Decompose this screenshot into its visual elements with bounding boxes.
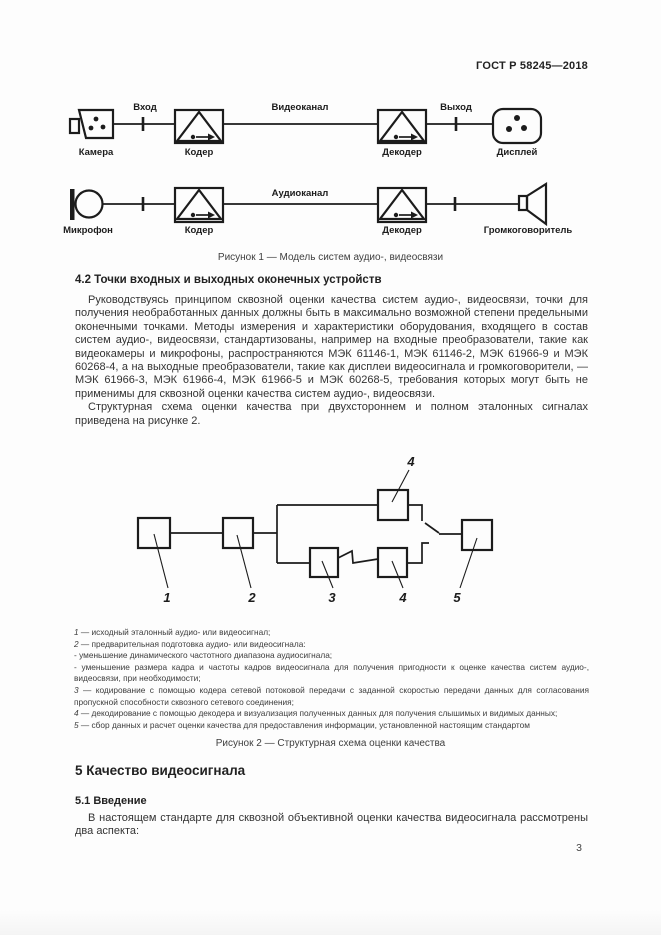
legend-item: - уменьшение динамического частотного диапазона аудиосигнала;	[74, 650, 333, 661]
video-encoder-label: Кодер	[184, 147, 214, 158]
figure2-caption: Рисунок 2 — Структурная схема оценки качества	[215, 738, 446, 749]
figure1-diagram	[55, 100, 595, 250]
document-header: ГОСТ Р 58245—2018	[476, 60, 588, 72]
paragraph: Руководствуясь принципом сквозной оценки качества систем аудио-, видеосвязи, точки для получения необработанных данных должны быть в максимально возможной степени предельными оконечными точками. Методы измерения и характеристики оборудования, входящего в состав систем аудио-, видеосвязи, стандартизованы, например на входные преобразователи, такие как видеокамеры и микрофоны, распространяются МЭК 61146-1, МЭК 61146-2, МЭК 61966-9 и МЭК 60268-4, а на выходные преобразователи, такие как дисплеи видеосигнала и громкоговорители, — МЭК 61966-3, МЭК 61966-4, МЭК 61966-5 и МЭК 60268-5, требования которых могут быть не применимы для сквозной оценки качества систем аудио-, видеосвязи.	[75, 294, 588, 400]
legend-item: 4 — декодирование с помощью декодера и визуализация полученных данных для получения слышимых и видимых данных;	[74, 708, 558, 719]
display-icon	[493, 109, 541, 143]
video-encoder-box	[175, 110, 223, 143]
block-2	[223, 518, 253, 548]
switch-blade	[425, 523, 439, 533]
section-4-2-body	[75, 294, 588, 428]
video-decoder-label: Декодер	[382, 147, 422, 158]
block-3	[310, 548, 338, 577]
figure1-caption: Рисунок 1 — Модель систем аудио-, видеосвязи	[217, 252, 444, 263]
audio-decoder-label: Декодер	[382, 225, 422, 236]
callout-3: 3	[328, 590, 336, 605]
legend-item: 2 — предварительная подготовка аудио- или видеосигнала:	[74, 638, 306, 649]
section-5-1-body	[75, 812, 588, 839]
leader-1	[154, 534, 168, 588]
legend-number: 5	[74, 719, 81, 730]
microphone-label: Микрофон	[63, 225, 113, 236]
leader-2	[237, 535, 251, 588]
channel-break-line	[338, 551, 378, 563]
camera-label: Камера	[78, 147, 114, 158]
audio-encoder-label: Кодер	[184, 225, 214, 236]
legend-number: 3	[74, 684, 84, 695]
callout-4-bottom: 4	[399, 590, 407, 605]
display-label: Дисплей	[496, 147, 538, 158]
block-1	[138, 518, 170, 548]
legend-item: - уменьшение размера кадра и частоты кадров видеосигнала для получения пригодности к оценке качества систем аудио-, видеосвязи, при необходимости;	[74, 661, 589, 684]
video-input-label: Вход	[133, 102, 157, 113]
legend-number: 2	[74, 638, 81, 649]
camera-icon	[70, 110, 113, 138]
lower-output-line	[407, 543, 429, 563]
section-4-2-heading: 4.2 Точки входных и выходных оконечных устройств	[75, 274, 382, 286]
page-number: 3	[576, 842, 582, 854]
legend-item: 3 — кодирование с помощью кодера сетевой потоковой передачи с заданной скоростью передачи данных для согласования пропускной способности сквозного сетевого соединения;	[74, 684, 589, 707]
microphone-icon	[70, 189, 103, 220]
audio-channel-label: Аудиоканал	[271, 188, 329, 199]
block-4-top	[378, 490, 408, 520]
loudspeaker-icon	[519, 184, 546, 224]
leader-3	[322, 561, 333, 588]
scan-shadow	[0, 909, 661, 935]
audio-decoder-box	[378, 188, 426, 222]
audio-encoder-box	[175, 188, 223, 222]
video-channel-label: Видеоканал	[271, 102, 329, 113]
paragraph: В настоящем стандарте для сквозной объективной оценки качества видеосигнала рассмотрены два аспекта:	[75, 812, 588, 838]
loudspeaker-label: Громкоговоритель	[483, 225, 573, 236]
section-5-heading: 5 Качество видеосигнала	[75, 763, 246, 778]
legend-item: 5 — сбор данных и расчет оценки качества для предоставления информации, установленной настоящим стандартом	[74, 719, 530, 730]
leader-4-top	[392, 470, 409, 502]
callout-2: 2	[248, 590, 256, 605]
upper-output-line	[408, 505, 422, 521]
video-output-label: Выход	[440, 102, 472, 113]
section-5-1-heading: 5.1 Введение	[75, 795, 147, 807]
video-decoder-box	[378, 110, 426, 143]
figure2-diagram	[120, 450, 520, 625]
block-5	[462, 520, 492, 550]
leader-4-bottom	[392, 561, 403, 588]
paragraph: Структурная схема оценки качества при двухстороннем и полном эталонных сигналах приведена на рисунке 2.	[75, 401, 588, 427]
legend-number: 4	[74, 708, 81, 719]
legend-number: 1	[74, 627, 81, 637]
figure2-legend	[74, 627, 589, 731]
callout-4-top: 4	[407, 454, 415, 469]
callout-1: 1	[163, 590, 171, 605]
callout-5: 5	[453, 590, 461, 605]
legend-item: 1 — исходный эталонный аудио- или видеосигнал;	[74, 627, 271, 637]
